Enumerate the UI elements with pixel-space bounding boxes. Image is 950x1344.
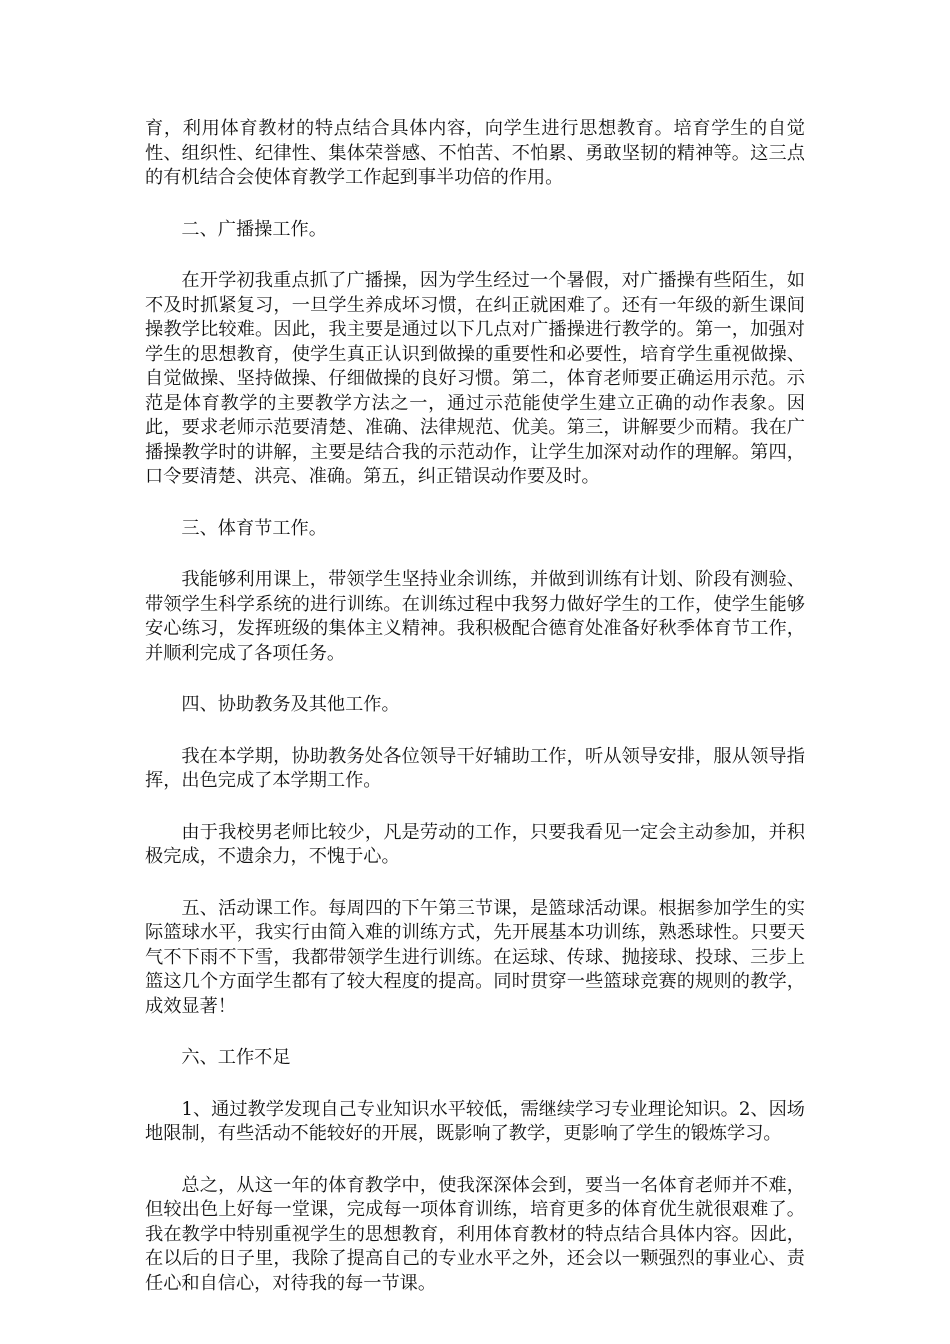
section-heading-broadcast-exercise: 二、广播操工作。	[181, 218, 327, 240]
document-body	[145, 117, 805, 1323]
paragraph-sports-festival: 我能够利用课上，带领学生坚持业余训练，并做到训练有计划、阶段有测验、带领学生科学系统的进行训练。在训练过程中我努力做好学生的工作，使学生能够安心练习，发挥班级的集体主义精神。我积极配合德育处准备好秋季体育节工作，并顺利完成了各项任务。	[145, 569, 805, 664]
paragraph-broadcast-exercise: 在开学初我重点抓了广播操，因为学生经过一个暑假，对广播操有些陌生，如不及时抓紧复习，一旦学生养成坏习惯，在纠正就困难了。还有一年级的新生课间操教学比较难。因此，我主要是通过以下几点对广播操进行教学的。第一，加强对学生的思想教育，使学生真正认识到做操的重要性和必要性，培育学生重视做操、自觉做操、坚持做操、仔细做操的良好习惯。第二，体育老师要正确运用示范。示范是体育教学的主要教学方法之一，通过示范能使学生建立正确的动作表象。因此，要求老师示范要清楚、准确、法律规范、优美。第三，讲解要少而精。我在广播操教学时的讲解，主要是结合我的示范动作，让学生加深对动作的理解。第四，口令要清楚、洪亮、准确。第五，纠正错误动作要及时。	[145, 270, 805, 487]
paragraph-conclusion: 总之，从这一年的体育教学中，使我深深体会到，要当一名体育老师并不难，但较出色上好每一堂课，完成每一项体育训练，培育更多的体育优生就很艰难了。我在教学中特别重视学生的思想教育，利用体育教材的特点结合具体内容。因此，在以后的日子里，我除了提高自己的专业水平之外，还会以一颗强烈的事业心、责任心和自信心，对待我的每一节课。	[145, 1174, 805, 1294]
paragraph-intro-continuation: 育，利用体育教材的特点结合具体内容，向学生进行思想教育。培育学生的自觉性、组织性、纪律性、集体荣誉感、不怕苦、不怕累、勇敢坚韧的精神等。这三点的有机结合会使体育教学工作起到事半功倍的作用。	[145, 118, 805, 188]
section-heading-shortcomings: 六、工作不足	[181, 1047, 291, 1068]
paragraph-shortcomings: 1、通过教学发现自己专业知识水平较低，需继续学习专业理论知识。2、因场地限制，有些活动不能较好的开展，既影响了教学，更影响了学生的锻炼学习。	[145, 1098, 805, 1144]
paragraph-assist-academic-affairs: 我在本学期，协助教务处各位领导干好辅助工作，听从领导安排，服从领导指挥，出色完成了本学期工作。	[145, 745, 805, 791]
paragraph-activity-class: 五、活动课工作。每周四的下午第三节课，是篮球活动课。根据参加学生的实际篮球水平，我实行由简入难的训练方式，先开展基本功训练，熟悉球性。只要天气不下雨不下雪，我都带领学生进行训练。在运球、传球、抛接球、投球、三步上篮这几个方面学生都有了较大程度的提高。同时贯穿一些篮球竞赛的规则的教学，成效显著！	[145, 897, 805, 1017]
paragraph-labor-work: 由于我校男老师比较少，凡是劳动的工作，只要我看见一定会主动参加，并积极完成，不遗余力，不愧于心。	[145, 821, 805, 867]
section-heading-assist-academic-affairs: 四、协助教务及其他工作。	[181, 694, 400, 715]
section-heading-sports-festival: 三、体育节工作。	[181, 517, 327, 539]
